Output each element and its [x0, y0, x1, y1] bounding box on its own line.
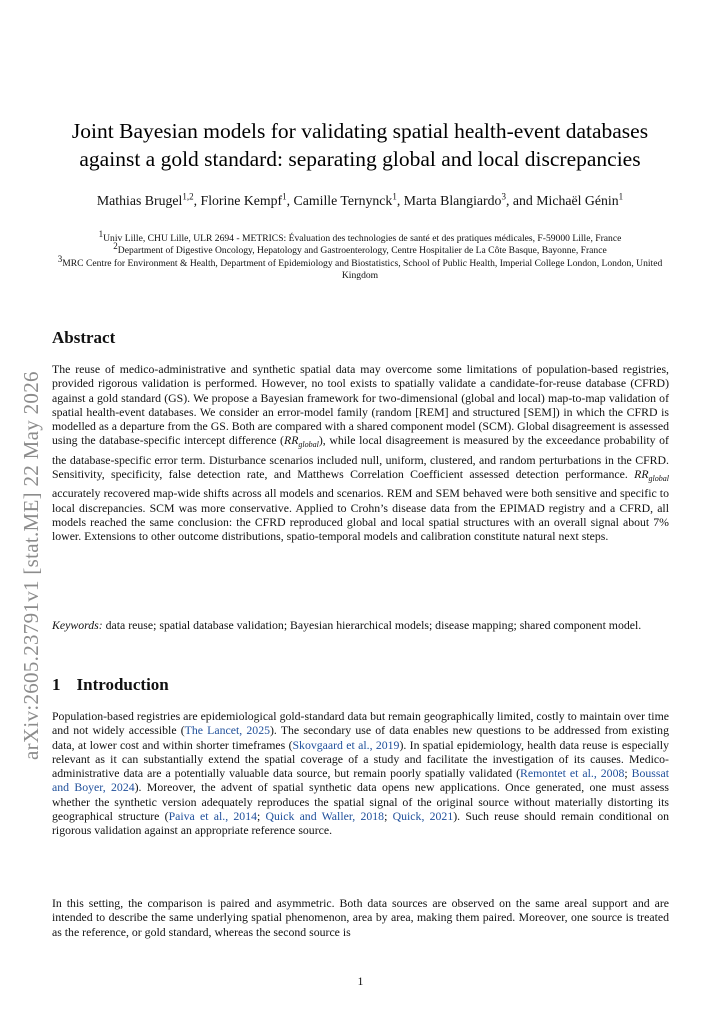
author-name: Marta Blangiardo — [403, 193, 502, 208]
title-line-1: Joint Bayesian models for validating spatial health-event databases — [71, 119, 649, 143]
abstract-body — [52, 362, 669, 544]
rr-global-symbol: $RR_{global}$ — [634, 467, 669, 484]
section-number: 1 — [52, 675, 61, 694]
author-name: Camille Ternynck — [293, 193, 393, 208]
keywords-label: Keywords: — [52, 618, 103, 632]
abstract-text: The reuse of medico-administrative and synthetic spatial data may overcome some limitations of population-based registries, provided rigorous validation is performed. However, no tool exists to spatially validate a candidate-for-reuse database (CFRD) against a gold standard (GS). We propose a Bayesian framework for two-dimensional (global and local) map-to-map validation of spatial health-event databases. We consider an error-model family (random [REM] and structured [SEM]) in which the CFRD is modelled as a departure from the GS. Both are compared with a shared component model (SCM). Global disagreement is assessed using the database-specific intercept difference ( — [52, 362, 669, 448]
author-name: Florine Kempf — [200, 193, 283, 208]
introduction-paragraph-1: Population-based registries are epidemiological gold-standard data but remain geographically limited, costly to maintain over time and not widely accessible (The Lancet, 2025). The secondary use of data enables new questions to be addressed from existing data, at lower cost and within shorter timeframes (Skovgaard et al., 2019). In spatial epidemiology, health data reuse is especially relevant as it can substantially extend the spatial coverage of a study and facilitate the investigation of its causes. Medico-administrative data are a potentially valuable data source, but remain poorly spatially validated (Remontet et al., 2008; Boussat and Boyer, 2024). Moreover, the advent of spatial synthetic data opens new applications. Once generated, one must assess whether the synthetic version adequately reproduces the spatial signal of the original source without materially distorting its geographical structure (Paiva et al., 2014; Quick and Waller, 2018; Quick, 2021). Such reuse should remain conditional on rigorous validation against an appropriate reference source. — [52, 709, 670, 838]
citation-link[interactable]: Quick, 2021 — [392, 809, 454, 824]
author-affil-mark: 1 — [618, 191, 624, 202]
affiliation-list — [40, 228, 680, 283]
title-line-2: against a gold standard: separating global and local discrepancies — [79, 147, 641, 171]
abstract-heading: Abstract — [52, 328, 116, 347]
keywords-text: data reuse; spatial database validation; Bayesian hierarchical models; disease mapping; shared component model. — [105, 618, 642, 632]
affiliation-item — [40, 253, 680, 283]
author-separator: , and — [505, 193, 537, 208]
rr-global-symbol: $RR_{global}$ — [283, 433, 319, 450]
introduction-paragraph-2: In this setting, the comparison is paired and asymmetric. Both data sources are observed on the same areal support and are intended to describe the same underlying spatial phenomenon, area by area, making them paired. Moreover, one source is treated as the reference, or gold standard, whereas the second source is — [52, 896, 669, 939]
affiliation-text: Univ Lille, CHU Lille, ULR 2694 - METRICS: Évaluation des technologies de santé et des pratiques médicales, F-59000 Lille, France — [103, 233, 622, 244]
citation-link[interactable]: Paiva et al., 2014 — [168, 809, 257, 824]
author-name: Michaël Génin — [536, 193, 619, 208]
page-number: 1 — [357, 974, 364, 988]
affiliation-mark: 1 — [98, 228, 104, 239]
citation-link[interactable]: Skovgaard et al., 2019 — [292, 737, 400, 752]
citation-link[interactable]: Remontet et al., 2008 — [520, 766, 625, 781]
affiliation-mark: 3 — [57, 253, 63, 264]
abstract-text: accurately recovered map-wide shifts across all models and scenarios. REM and SEM behaved were both sensitive and specific to local discrepancies. SCM was more conservative. Applied to Crohn’s disease data from the EPIMAD registry and a CFRD, all models reached the same conclusion: the CFRD reproduced global and local spatial structures with an overall signal about 7% lower. Extensions to other outcome distributions, spatio-temporal models and calibration constitute natural next steps. — [52, 486, 669, 544]
section-heading-introduction — [52, 675, 169, 695]
citation-link[interactable]: The Lancet, 2025 — [184, 723, 270, 738]
keywords — [52, 618, 669, 632]
author-name: Mathias Brugel — [96, 193, 183, 208]
affiliation-text: MRC Centre for Environment & Health, Department of Epidemiology and Biostatistics, School of Public Health, Imperial College London, London, United Kingdom — [62, 257, 663, 282]
author-affil-mark: 1,2 — [182, 191, 194, 202]
author-affil-mark: 3 — [501, 191, 506, 202]
affiliation-item — [40, 228, 680, 245]
author-separator: , — [396, 193, 404, 208]
abstract-text: ), while local disagreement is measured by the exceedance probability of the database-specific error term. Disturbance scenarios included null, uniform, clustered, and random perturbations in the CFRD. Sensitivity, specificity, false detection rate, and Matthews Correlation Coefficient assessed detection performance. — [52, 433, 669, 482]
author-affil-mark: 1 — [282, 191, 287, 202]
citation-link[interactable]: Boussat and Boyer, 2024 — [52, 766, 670, 795]
affiliation-text: Department of Digestive Oncology, Hepatology and Gastroenterology, Centre Hospitalier de La Côte Basque, Bayonne, France — [117, 245, 607, 257]
affiliation-mark: 2 — [113, 241, 118, 252]
author-separator: , — [286, 193, 294, 208]
author-separator: , — [193, 193, 201, 208]
arxiv-identifier[interactable]: arXiv:2605.23791v1 [stat.ME] 22 May 2026 — [19, 371, 43, 760]
affiliation-item — [40, 241, 680, 257]
author-affil-mark: 1 — [392, 191, 397, 202]
section-title: Introduction — [76, 675, 169, 694]
paper-title — [40, 117, 680, 173]
author-list — [40, 192, 680, 210]
citation-link[interactable]: Quick and Waller, 2018 — [265, 809, 385, 824]
